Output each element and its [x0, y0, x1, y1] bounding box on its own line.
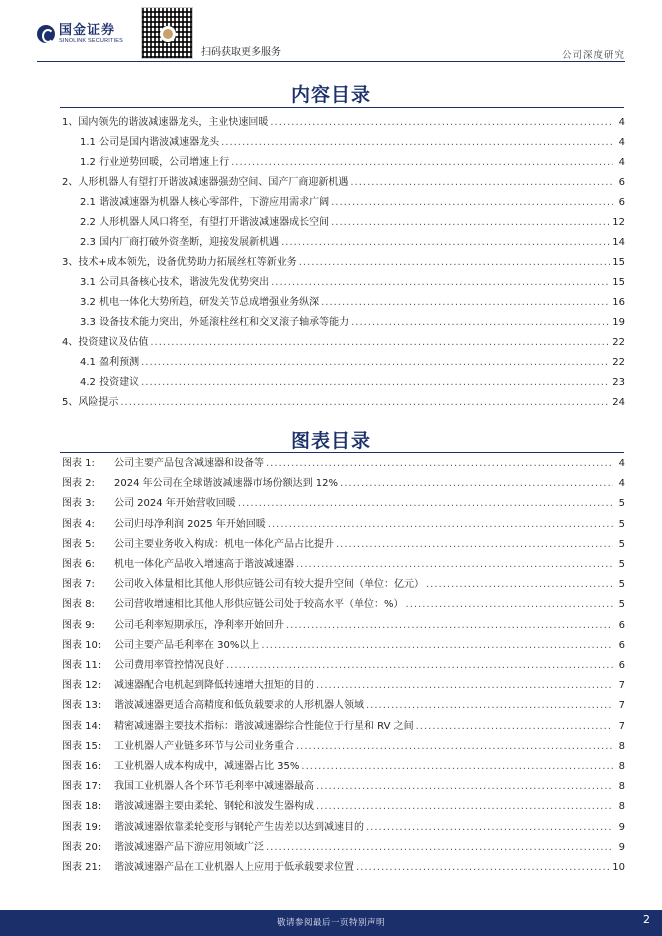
- figure-entry-number: 图表 3:: [62, 498, 95, 510]
- figure-entry-label: 公司主要业务收入构成：机电一体化产品占比提升: [114, 538, 334, 550]
- toc-leader-dots: [331, 196, 613, 210]
- figure-entry[interactable]: [62, 821, 625, 835]
- toc-leader-dots: [221, 136, 613, 150]
- figure-entry-label: 谐波减速器主要由柔轮、钢轮和波发生器构成: [114, 801, 314, 813]
- figure-leader-dots: [261, 639, 613, 653]
- toc-leader-dots: [299, 256, 611, 270]
- toc-entry-page: 22: [612, 337, 625, 348]
- figure-entry-page: 6: [618, 619, 625, 631]
- figure-entry-page: 8: [618, 781, 625, 793]
- figure-entry-label: 我国工业机器人各个环节毛利率中减速器最高: [114, 781, 314, 793]
- figure-entry-label: 公司 2024 年开始营收回暖: [114, 498, 236, 510]
- figure-entry-page: 9: [618, 821, 625, 833]
- figure-entry[interactable]: [62, 538, 625, 552]
- figure-entry-label: 公司主要产品毛利率在 30%以上: [114, 639, 260, 651]
- figures-title: 图表目录: [290, 430, 371, 452]
- figure-entry[interactable]: [62, 740, 625, 754]
- figure-entry-page: 5: [618, 518, 625, 530]
- figure-entry-page: 4: [618, 458, 625, 469]
- figure-entry[interactable]: [62, 457, 625, 471]
- figure-leader-dots: [296, 740, 613, 754]
- figure-entry-label: 公司费用率管控情况良好: [114, 660, 224, 671]
- figure-entry-label: 精密减速器主要技术指标：谐波减速器综合性能位于行星和 RV 之间: [114, 720, 414, 732]
- toc-entry-label: 4.2 投资建议: [80, 377, 140, 388]
- toc-title-divider: [60, 107, 624, 108]
- figure-entry-number: 图表 9:: [62, 619, 95, 631]
- header-divider: [37, 61, 625, 62]
- figure-entry[interactable]: [62, 659, 625, 673]
- toc-entry-label: 2.3 国内厂商打破外资垄断，迎接发展新机遇: [80, 237, 280, 248]
- figure-entry-page: 8: [618, 801, 625, 813]
- figure-entry-number: 图表 18:: [62, 801, 102, 813]
- figure-leader-dots: [316, 679, 613, 693]
- toc-entry-label: 1.1 公司是国内谐波减速器龙头: [80, 137, 220, 148]
- page-number: 2: [643, 913, 650, 926]
- toc-entry[interactable]: [80, 316, 625, 330]
- figure-leader-dots: [286, 619, 613, 633]
- figure-entry-page: 9: [618, 841, 625, 853]
- toc-entry-page: 15: [612, 277, 625, 288]
- toc-entry-page: 6: [618, 177, 625, 188]
- toc-entry[interactable]: [80, 136, 625, 150]
- figure-entry-label: 工业机器人成本构成中，减速器占比 35%: [114, 761, 300, 772]
- toc-entry-page: 24: [612, 397, 625, 408]
- figure-entry-page: 6: [618, 639, 625, 651]
- figure-leader-dots: [426, 578, 613, 592]
- toc-entry-label: 4.1 盈利预测: [80, 357, 140, 368]
- figure-entry[interactable]: [62, 679, 625, 693]
- toc-leader-dots: [331, 216, 610, 230]
- toc-leader-dots: [271, 276, 610, 290]
- toc-leader-dots: [141, 356, 610, 370]
- figure-entry-number: 图表 17:: [62, 781, 102, 793]
- figure-entry-number: 图表 15:: [62, 740, 102, 752]
- figure-entry[interactable]: [62, 639, 625, 653]
- figure-entry[interactable]: [62, 558, 625, 572]
- toc-entry[interactable]: [80, 236, 625, 250]
- toc-entry[interactable]: [62, 396, 625, 410]
- figure-entry-number: 图表 6:: [62, 559, 95, 570]
- figure-entry-label: 公司毛利率短期承压，净利率开始回升: [114, 619, 284, 631]
- qr-code-icon: [141, 7, 193, 59]
- figure-leader-dots: [296, 558, 613, 572]
- toc-entry[interactable]: [80, 156, 625, 170]
- toc-entry-page: 12: [612, 217, 625, 228]
- toc-title: 内容目录: [290, 84, 371, 106]
- figure-entry-page: 5: [618, 538, 625, 550]
- toc-entry-label: 1.2 行业逆势回暖，公司增速上行: [80, 157, 230, 168]
- toc-entry-page: 19: [612, 317, 625, 328]
- figure-entry-number: 图表 14:: [62, 720, 102, 732]
- toc-entry[interactable]: [80, 216, 625, 230]
- figure-entry-label: 2024 年公司在全球谐波减速器市场份额达到 12%: [114, 478, 339, 490]
- logo-en-text: SINOLINK SECURITIES: [59, 38, 124, 44]
- toc-entry-page: 22: [612, 357, 625, 368]
- figure-entry[interactable]: [62, 780, 625, 794]
- figure-entry-number: 图表 1:: [62, 458, 95, 469]
- figure-entry-label: 减速器配合电机起到降低转速增大扭矩的目的: [114, 680, 314, 692]
- figure-leader-dots: [366, 699, 613, 713]
- figure-entry[interactable]: [62, 720, 625, 734]
- figure-entry[interactable]: [62, 760, 625, 774]
- figure-leader-dots: [238, 497, 613, 511]
- toc-entry[interactable]: [62, 336, 625, 350]
- toc-entry-label: 2、人形机器人有望打开谐波减速器强劲空间、国产厂商迎新机遇: [62, 177, 349, 188]
- logo-icon: [37, 25, 55, 43]
- toc-leader-dots: [350, 176, 613, 190]
- figure-leader-dots: [406, 598, 613, 612]
- figure-leader-dots: [336, 538, 613, 552]
- toc-entry-label: 3、技术+成本领先，设备优势助力拓展丝杠等新业务: [62, 257, 297, 268]
- figure-leader-dots: [301, 760, 613, 774]
- toc-leader-dots: [231, 156, 613, 170]
- figure-entry[interactable]: [62, 699, 625, 713]
- document-type: 公司深度研究: [561, 50, 625, 61]
- toc-entry-label: 2.2 人形机器人风口将至，有望打开谐波减速器成长空间: [80, 217, 330, 228]
- figure-entry[interactable]: [62, 861, 625, 875]
- toc-entry-label: 1、国内领先的谐波减速器龙头，主业快速回暖: [62, 117, 269, 128]
- figure-leader-dots: [340, 477, 613, 491]
- figure-entry[interactable]: [62, 841, 625, 855]
- figure-entry-label: 公司营收增速相比其他人形供应链公司处于较高水平（单位：%）: [114, 599, 404, 611]
- toc-entry-label: 3.2 机电一体化大势所趋，研发关节总成增强业务纵深: [80, 297, 320, 308]
- figure-entry-page: 5: [618, 559, 625, 570]
- figure-entry-number: 图表 4:: [62, 518, 95, 530]
- toc-entry-page: 15: [612, 257, 625, 268]
- figure-leader-dots: [316, 780, 613, 794]
- figure-leader-dots: [226, 659, 613, 673]
- toc-leader-dots: [150, 336, 610, 350]
- toc-entry-label: 5、风险提示: [62, 397, 119, 408]
- figure-leader-dots: [316, 800, 613, 814]
- figure-leader-dots: [268, 518, 613, 532]
- figure-entry-page: 10: [612, 862, 625, 873]
- qr-slogan: 扫码获取更多服务: [201, 47, 281, 58]
- toc-leader-dots: [141, 376, 610, 390]
- figure-entry-number: 图表 11:: [62, 660, 102, 671]
- figure-entry-page: 4: [618, 478, 625, 490]
- figure-entry-number: 图表 8:: [62, 599, 95, 611]
- figure-entry-number: 图表 7:: [62, 579, 95, 591]
- figure-entry[interactable]: [62, 578, 625, 592]
- toc-entry[interactable]: [80, 376, 625, 390]
- toc-entry-label: 3.1 公司具备核心技术，谐波先发优势突出: [80, 277, 270, 288]
- page-header: [0, 0, 662, 62]
- figure-entry-number: 图表 19:: [62, 821, 102, 833]
- logo-cn-text: 国金证券: [59, 23, 116, 38]
- toc-entry-page: 16: [612, 297, 625, 308]
- figure-entry-label: 谐波减速器产品下游应用领域广泛: [114, 841, 264, 853]
- toc-entry-label: 2.1 谐波减速器为机器人核心零部件，下游应用需求广阔: [80, 197, 330, 208]
- figure-entry[interactable]: [62, 497, 625, 511]
- figure-leader-dots: [356, 861, 610, 875]
- figure-entry-label: 公司收入体量相比其他人形供应链公司有较大提升空间（单位：亿元）: [114, 579, 424, 591]
- figure-entry-label: 谐波减速器更适合高精度和低负载要求的人形机器人领域: [114, 700, 364, 712]
- figure-entry-label: 公司主要产品包含减速器和设备等: [114, 458, 264, 469]
- toc-entry[interactable]: [62, 176, 625, 190]
- figure-entry-label: 谐波减速器产品在工业机器人上应用于低承载要求位置: [114, 862, 354, 873]
- toc-leader-dots: [321, 296, 610, 310]
- toc-entry-label: 3.3 设备技术能力突出，外延滚柱丝杠和交叉滚子轴承等能力: [80, 317, 350, 328]
- figure-entry-page: 5: [618, 599, 625, 611]
- toc-leader-dots: [120, 396, 610, 410]
- figure-entry-page: 7: [618, 720, 625, 732]
- toc-entry[interactable]: [62, 116, 625, 130]
- figure-entry-number: 图表 12:: [62, 680, 102, 692]
- figure-leader-dots: [266, 457, 613, 471]
- toc-entry-page: 4: [618, 137, 625, 148]
- toc-entry[interactable]: [62, 256, 625, 270]
- company-logo: [37, 24, 123, 45]
- figure-entry-number: 图表 13:: [62, 700, 102, 712]
- figure-entry-number: 图表 5:: [62, 538, 95, 550]
- toc-entry-page: 23: [612, 377, 625, 388]
- figure-leader-dots: [366, 821, 613, 835]
- toc-leader-dots: [281, 236, 610, 250]
- footer-disclaimer: 敬请参阅最后一页特别声明: [276, 918, 385, 928]
- figure-entry-label: 谐波减速器依靠柔轮变形与钢轮产生齿差以达到减速目的: [114, 821, 364, 833]
- figure-entry-label: 公司归母净利润 2025 年开始回暖: [114, 518, 266, 530]
- toc-entry-page: 4: [618, 117, 625, 128]
- toc-entry[interactable]: [80, 276, 625, 290]
- toc-entry[interactable]: [80, 356, 625, 370]
- figure-entry-page: 7: [618, 700, 625, 712]
- figure-entry-page: 5: [618, 579, 625, 591]
- toc-leader-dots: [270, 116, 613, 130]
- figure-leader-dots: [416, 720, 613, 734]
- figure-entry-label: 机电一体化产品收入增速高于谐波减速器: [114, 559, 294, 570]
- toc-entry-page: 4: [618, 157, 625, 168]
- figure-entry-page: 8: [618, 761, 625, 772]
- figures-title-divider: [60, 452, 624, 453]
- figure-entry[interactable]: [62, 800, 625, 814]
- figure-entry-page: 8: [618, 740, 625, 752]
- figure-leader-dots: [266, 841, 613, 855]
- figure-entry-page: 6: [618, 660, 625, 671]
- toc-entry[interactable]: [80, 296, 625, 310]
- toc-entry-page: 14: [612, 237, 625, 248]
- toc-entry-page: 6: [618, 197, 625, 208]
- figure-entry-number: 图表 2:: [62, 478, 95, 490]
- figure-entry[interactable]: [62, 619, 625, 633]
- figure-entry-label: 工业机器人产业链多环节与公司业务重合: [114, 740, 294, 752]
- figure-entry-page: 7: [618, 680, 625, 692]
- toc-entry[interactable]: [80, 196, 625, 210]
- toc-leader-dots: [351, 316, 610, 330]
- figure-entry[interactable]: [62, 518, 625, 532]
- toc-entry-label: 4、投资建议及估值: [62, 337, 149, 348]
- figure-entry[interactable]: [62, 598, 625, 612]
- figure-entry-number: 图表 20:: [62, 841, 102, 853]
- figure-entry[interactable]: [62, 477, 625, 491]
- figure-entry-page: 5: [618, 498, 625, 510]
- figure-entry-number: 图表 16:: [62, 761, 102, 772]
- figure-entry-number: 图表 21:: [62, 862, 102, 873]
- figure-entry-number: 图表 10:: [62, 639, 102, 651]
